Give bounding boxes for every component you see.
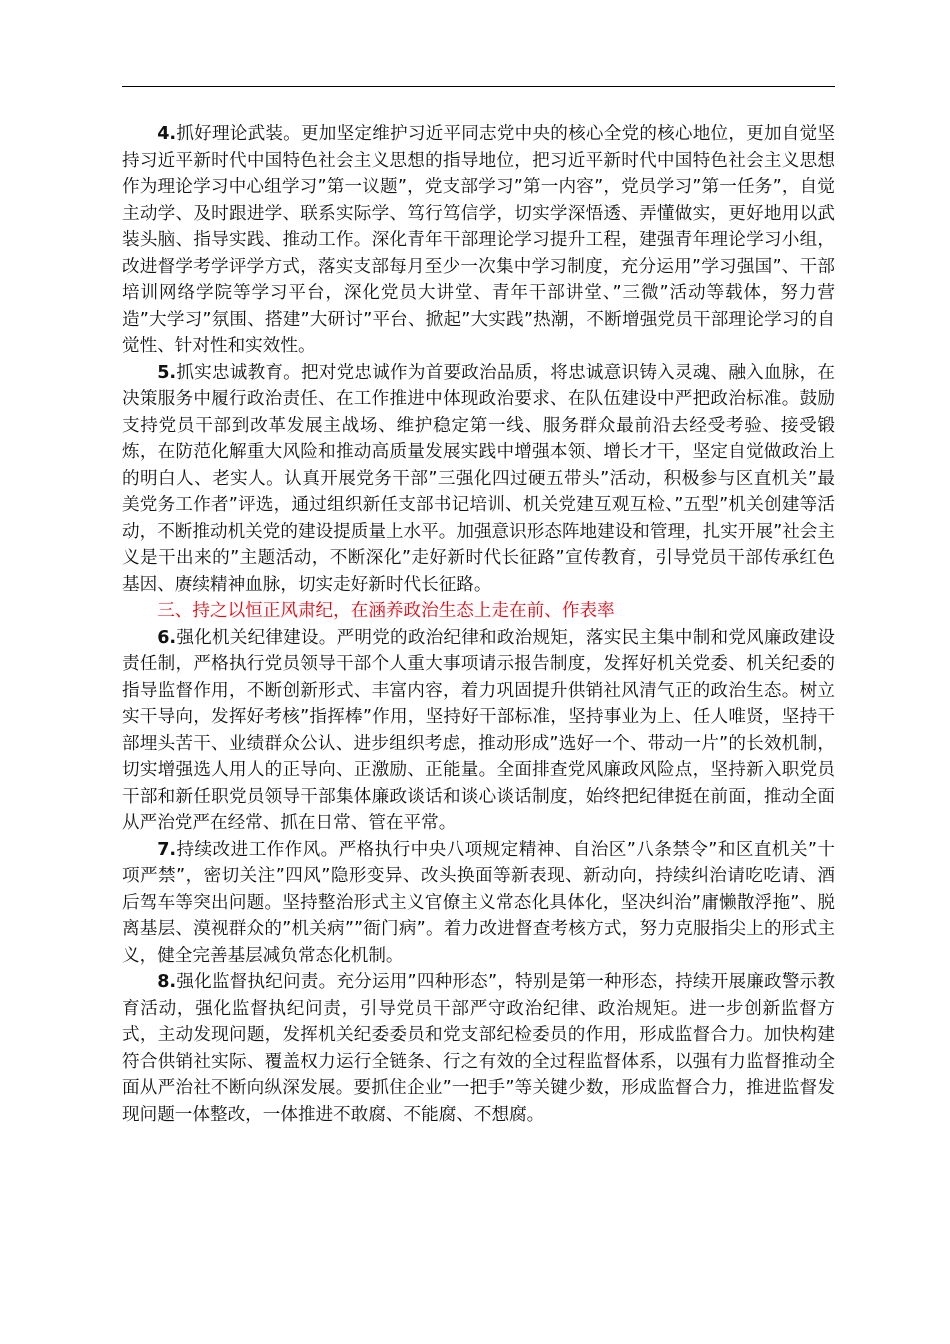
- paragraph-5: [122, 360, 835, 599]
- paragraph-number: 5.: [157, 362, 177, 383]
- paragraph-number: 7.: [157, 839, 177, 860]
- paragraph-6: [122, 625, 835, 837]
- header-rule: [122, 86, 835, 87]
- paragraph-number: 4.: [157, 124, 177, 144]
- paragraph-8: [122, 969, 835, 1128]
- paragraph-4: [122, 121, 835, 360]
- paragraph-text: 抓实忠诚教育。把对党忠诚作为首要政治品质，将忠诚意识铸入灵魂、融入血脉，在决策服务中履行政治责任、在工作推进中体现政治要求、在队伍建设中严把政治标准。鼓励支持党员干部到改革发展主战场、维护稳定第一线、服务群众最前沿去经受考验、接受锻炼，在防范化解重大风险和推动高质量发展实践中增强本领、增长才干，坚定自觉做政治上的明白人、老实人。认真开展党务干部”三强化四过硬五带头”活动，积极参与区直机关”最美党务工作者”评选，通过组织新任支部书记培训、机关党建互观互检、”五型”机关创建等活动，不断推动机关党的建设提质量上水平。加强意识形态阵地建设和管理，扎实开展”社会主义是干出来的”主题活动，不断深化”走好新时代长征路”宣传教育，引导党员干部传承红色基因、赓续精神血脉，切实走好新时代长征路。: [122, 362, 835, 595]
- paragraph-text: 抓好理论武装。更加坚定维护习近平同志党中央的核心全党的核心地位，更加自觉坚持习近平新时代中国特色社会主义思想的指导地位，把习近平新时代中国特色社会主义思想作为理论学习中心组学习”第一议题”，党支部学习”第一内容”，党员学习”第一任务”，自觉主动学、及时跟进学、联系实际学、笃行笃信学，切实学深悟透、弄懂做实，更好地用以武装头脑、指导实践、推动工作。深化青年干部理论学习提升工程，建强青年理论学习小组，改进督学考学评学方式，落实支部每月至少一次集中学习制度，充分运用”学习强国”、干部培训网络学院等学习平台，深化党员大讲堂、青年干部讲堂、”三微”活动等载体，努力营造”大学习”氛围、搭建”大研讨”平台、掀起”大实践”热潮，不断增强党员干部理论学习的自觉性、针对性和实效性。: [122, 124, 835, 356]
- paragraph-text: 强化机关纪律建设。严明党的政治纪律和政治规矩，落实民主集中制和党风廉政建设责任制，严格执行党员领导干部个人重大事项请示报告制度，发挥好机关党委、机关纪委的指导监督作用，不断创新形式、丰富内容，着力巩固提升供销社风清气正的政治生态。树立实干导向，发挥好考核”指挥棒”作用，坚持好干部标准，坚持事业为上、任人唯贤，坚持干部埋头苦干、业绩群众公认、进步组织考虑，推动形成”选好一个、带动一片”的长效机制，切实增强选人用人的正导向、正激励、正能量。全面排查党风廉政风险点，坚持新入职党员干部和新任职党员领导干部集体廉政谈话和谈心谈话制度，始终把纪律挺在前面，推动全面从严治党严在经常、抓在日常、管在平常。: [122, 627, 835, 833]
- paragraph-text: 持续改进工作作风。严格执行中央八项规定精神、自治区”八条禁令”和区直机关”十项严禁”，密切关注”四风”隐形变异、改头换面等新表现、新动向，持续纠治请吃吃请、酒后驾车等突出问题。坚持整治形式主义官僚主义常态化具体化，坚决纠治”庸懒散浮拖”、脱离基层、漠视群众的”机关病””衙门病”。着力改进督查考核方式，努力克服指尖上的形式主义，健全完善基层减负常态化机制。: [122, 839, 835, 966]
- document-body: [122, 121, 835, 1128]
- paragraph-number: 6.: [157, 627, 177, 648]
- paragraph-number: 8.: [157, 972, 177, 992]
- paragraph-7: [122, 837, 835, 970]
- section-heading: 三、持之以恒正风肃纪，在涵养政治生态上走在前、作表率: [157, 601, 615, 621]
- paragraph-text: 强化监督执纪问责。充分运用”四种形态”，特别是第一种形态，持续开展廉政警示教育活动，强化监督执纪问责，引导党员干部严守政治纪律、政治规矩。进一步创新监督方式，主动发现问题，发挥机关纪委委员和党支部纪检委员的作用，形成监督合力。加快构建符合供销社实际、覆盖权力运行全链条、行之有效的全过程监督体系，以强有力监督推动全面从严治社不断向纵深发展。要抓住企业”一把手”等关键少数，形成监督合力，推进监督发现问题一体整改，一体推进不敢腐、不能腐、不想腐。: [122, 972, 835, 1125]
